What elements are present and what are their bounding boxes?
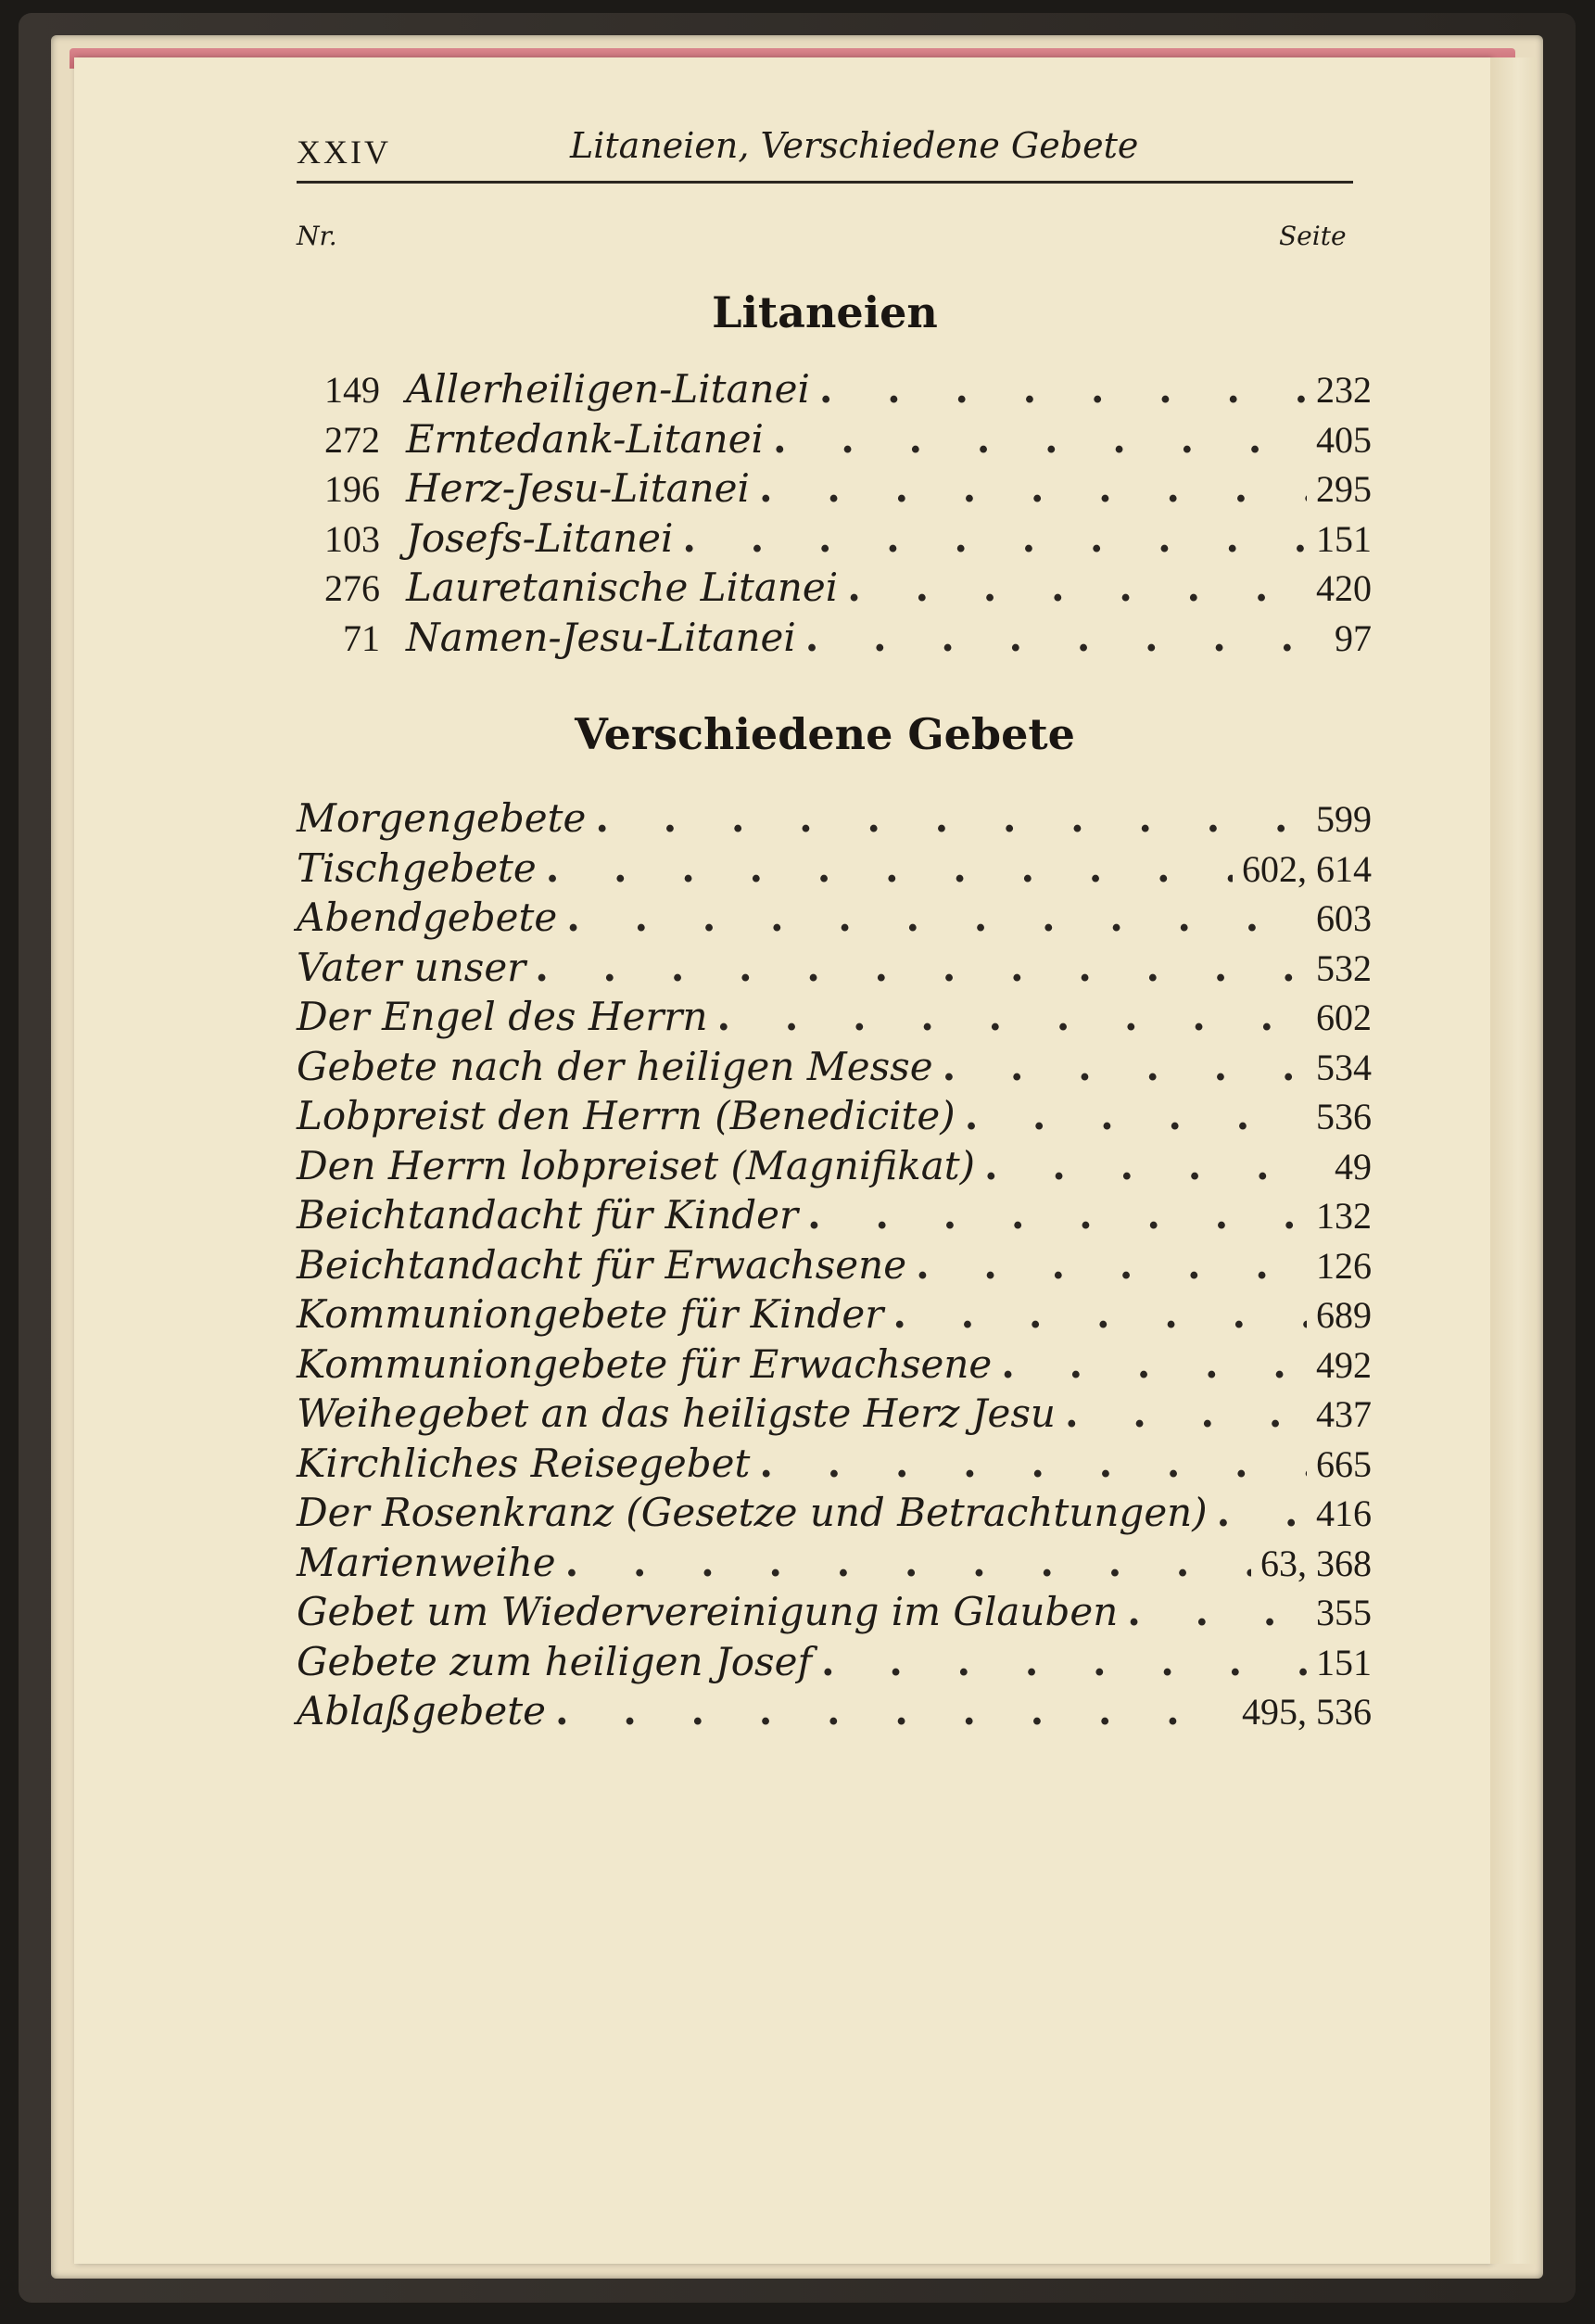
list-item[interactable] (297, 994, 1372, 1044)
item-title: Herz-Jesu-Litanei (406, 465, 750, 511)
item-page: 534 (1316, 1046, 1372, 1088)
list-item[interactable] (297, 1044, 1372, 1094)
list-item[interactable] (297, 1242, 1372, 1292)
item-title: Gebet um Wiedervereinigung im Glauben (297, 1589, 1119, 1634)
item-title: Der Rosenkranz (Gesetze und Betrachtungen) (297, 1490, 1208, 1535)
item-page: 49 (1335, 1145, 1372, 1187)
running-header (297, 125, 1353, 181)
column-header-seite: Seite (1279, 221, 1347, 251)
item-page: 295 (1316, 468, 1372, 510)
list-item[interactable] (297, 416, 1372, 466)
page-gutter (1490, 57, 1537, 2264)
item-page: 126 (1316, 1244, 1372, 1287)
item-number: 276 (324, 567, 380, 609)
leader-dots (943, 1044, 1307, 1089)
list-item[interactable] (297, 1341, 1372, 1391)
leader-dots (1001, 1341, 1307, 1387)
list-item[interactable] (297, 845, 1372, 895)
leader-dots (847, 565, 1307, 610)
item-page: 437 (1316, 1393, 1372, 1435)
leader-dots (805, 615, 1325, 660)
list-item[interactable] (297, 1688, 1372, 1738)
leader-dots (759, 1441, 1307, 1486)
item-title: Vater unser (297, 944, 526, 990)
item-title: Gebete nach der heiligen Messe (297, 1043, 933, 1089)
leader-dots (566, 895, 1307, 940)
list-item[interactable] (297, 945, 1372, 995)
running-title: Litaneien, Verschiedene Gebete (570, 125, 1139, 166)
leader-dots (1065, 1391, 1307, 1436)
item-title: Erntedank-Litanei (406, 415, 764, 462)
item-number: 196 (324, 468, 380, 510)
list-item[interactable] (297, 795, 1372, 845)
item-title: Beichtandacht für Erwachsene (297, 1241, 907, 1288)
list-item[interactable] (297, 1192, 1372, 1242)
item-page: 405 (1316, 418, 1372, 461)
item-page: 355 (1316, 1592, 1372, 1633)
list-item[interactable] (297, 1540, 1372, 1590)
list-item[interactable] (297, 1441, 1372, 1491)
item-title: Marienweihe (297, 1539, 556, 1585)
item-title: Morgengebete (297, 795, 587, 841)
leader-dots (682, 515, 1307, 561)
list-item[interactable] (297, 465, 1372, 515)
column-header-nr: Nr. (297, 221, 337, 251)
list-item[interactable] (297, 895, 1372, 945)
leader-dots (546, 845, 1233, 891)
leader-dots (535, 945, 1307, 990)
leader-dots (984, 1143, 1325, 1188)
leader-dots (759, 465, 1307, 511)
item-page: 151 (1316, 1641, 1372, 1683)
list-item[interactable] (297, 1093, 1372, 1143)
leader-dots (595, 795, 1307, 841)
leader-dots (1217, 1490, 1307, 1535)
item-title: Weihegebet an das heiligste Herz Jesu (297, 1391, 1056, 1436)
section-title-litaneien: Litaneien (712, 287, 938, 337)
gebete-list (297, 795, 1372, 1738)
leader-dots (819, 366, 1307, 412)
list-item[interactable] (297, 1391, 1372, 1441)
item-page: 97 (1335, 616, 1372, 659)
list-item[interactable] (297, 366, 1372, 416)
item-page: 689 (1316, 1294, 1372, 1336)
item-title: Tischgebete (297, 845, 537, 891)
item-title: Josefs-Litanei (406, 514, 674, 561)
item-page: 532 (1316, 946, 1372, 989)
item-number: 149 (324, 369, 380, 411)
item-number: 71 (343, 616, 380, 659)
item-title: Der Engel des Herrn (297, 994, 708, 1039)
list-item[interactable] (297, 1589, 1372, 1639)
list-item[interactable] (297, 1143, 1372, 1193)
item-page: 232 (1316, 369, 1372, 411)
leader-dots (821, 1639, 1307, 1684)
litaneien-list (297, 366, 1372, 664)
item-page: 599 (1316, 798, 1372, 840)
item-title: Ablaßgebete (297, 1688, 546, 1733)
section-title-verschiedene-gebete: Verschiedene Gebete (575, 709, 1075, 759)
item-title: Den Herrn lobpreiset (Magnifikat) (297, 1142, 976, 1188)
leader-dots (916, 1242, 1307, 1288)
item-page: 151 (1316, 517, 1372, 560)
item-title: Lobpreist den Herrn (Benedicite) (297, 1093, 956, 1138)
leader-dots (965, 1093, 1307, 1138)
item-title: Allerheiligen-Litanei (406, 366, 810, 412)
item-title: Gebete zum heiligen Josef (297, 1638, 813, 1684)
leader-dots (717, 994, 1307, 1039)
leader-dots (565, 1540, 1251, 1585)
list-item[interactable] (297, 515, 1372, 565)
list-item[interactable] (297, 615, 1372, 665)
leader-dots (892, 1291, 1307, 1337)
list-item[interactable] (297, 565, 1372, 615)
leader-dots (555, 1688, 1233, 1733)
item-title: Lauretanische Litanei (406, 565, 839, 610)
item-page: 420 (1316, 567, 1372, 609)
list-item[interactable] (297, 1291, 1372, 1341)
item-title: Kirchliches Reisegebet (297, 1440, 751, 1486)
list-item[interactable] (297, 1639, 1372, 1689)
item-page: 63, 368 (1260, 1542, 1372, 1584)
leader-dots (773, 416, 1307, 462)
item-page: 492 (1316, 1343, 1372, 1386)
item-page: 603 (1316, 897, 1372, 939)
item-title: Beichtandacht für Kinder (297, 1192, 799, 1238)
item-page: 132 (1316, 1195, 1372, 1237)
item-page: 602 (1316, 997, 1372, 1038)
list-item[interactable] (297, 1490, 1372, 1540)
item-page: 416 (1316, 1492, 1372, 1534)
item-title: Abendgebete (297, 895, 558, 940)
item-number: 103 (324, 517, 380, 560)
item-page: 495, 536 (1242, 1691, 1372, 1733)
item-title: Kommuniongebete für Erwachsene (297, 1340, 993, 1387)
header-rule (297, 181, 1353, 184)
leader-dots (807, 1192, 1307, 1238)
page-number: XXIV (297, 133, 391, 171)
item-title: Namen-Jesu-Litanei (406, 614, 796, 660)
item-page: 536 (1316, 1096, 1372, 1137)
item-page: 602, 614 (1242, 847, 1372, 890)
item-page: 665 (1316, 1442, 1372, 1485)
item-number: 272 (324, 418, 380, 461)
item-title: Kommuniongebete für Kinder (297, 1291, 884, 1337)
leader-dots (1127, 1589, 1307, 1634)
